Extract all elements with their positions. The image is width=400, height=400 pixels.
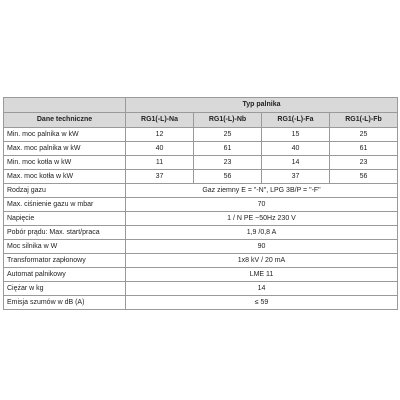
table-cell: 1x8 kV / 20 mA (126, 254, 398, 268)
table-row (4, 142, 398, 156)
table-cell: 40 (262, 142, 330, 156)
table-row (4, 240, 398, 254)
row-label: Pobór prądu: Max. start/praca (4, 226, 126, 240)
table-cell: 25 (330, 128, 398, 142)
row-header-title: Dane techniczne (4, 113, 126, 128)
row-label: Max. ciśnienie gazu w mbar (4, 198, 126, 212)
row-label: Rodzaj gazu (4, 184, 126, 198)
column-header: RG1(-L)-Na (126, 113, 194, 128)
row-label: Ciężar w kg (4, 282, 126, 296)
table-row (4, 156, 398, 170)
table-cell: 61 (330, 142, 398, 156)
table-cell: 14 (126, 282, 398, 296)
row-label: Automat palnikowy (4, 268, 126, 282)
column-header: RG1(-L)-Fb (330, 113, 398, 128)
row-label: Moc silnika w W (4, 240, 126, 254)
table-row (4, 198, 398, 212)
table-cell: 40 (126, 142, 194, 156)
table-cell: 11 (126, 156, 194, 170)
table-cell: 12 (126, 128, 194, 142)
row-label: Max. moc palnika w kW (4, 142, 126, 156)
table-row (4, 226, 398, 240)
table-row (4, 212, 398, 226)
table-cell: Gaz ziemny E = "-N", LPG 3B/P = "-F" (126, 184, 398, 198)
column-header: RG1(-L)-Nb (194, 113, 262, 128)
table-cell: 56 (330, 170, 398, 184)
column-header: RG1(-L)-Fa (262, 113, 330, 128)
table-row (4, 170, 398, 184)
table-row (4, 296, 398, 310)
burner-spec-table (3, 97, 398, 310)
table-cell: 70 (126, 198, 398, 212)
table-cell: LME 11 (126, 268, 398, 282)
table-row (4, 254, 398, 268)
table-cell: 56 (194, 170, 262, 184)
table-row (4, 128, 398, 142)
table-row (4, 268, 398, 282)
row-label: Transformator zapłonowy (4, 254, 126, 268)
column-header-row (4, 113, 398, 128)
corner-blank-cell (4, 98, 126, 113)
group-header: Typ palnika (126, 98, 398, 113)
table-cell: 37 (126, 170, 194, 184)
table-cell: 1 / N PE ~50Hz 230 V (126, 212, 398, 226)
group-header-row (4, 98, 398, 113)
table-cell: 90 (126, 240, 398, 254)
table-row (4, 184, 398, 198)
table-cell: 15 (262, 128, 330, 142)
table-cell: 14 (262, 156, 330, 170)
table-cell: 37 (262, 170, 330, 184)
row-label: Min. moc kotła w kW (4, 156, 126, 170)
row-label: Max. moc kotła w kW (4, 170, 126, 184)
table-row (4, 282, 398, 296)
table-cell: 23 (194, 156, 262, 170)
table-cell: ≤ 59 (126, 296, 398, 310)
row-label: Napięcie (4, 212, 126, 226)
row-label: Emisja szumów w dB (A) (4, 296, 126, 310)
table-cell: 1,9 /0,8 A (126, 226, 398, 240)
table-cell: 61 (194, 142, 262, 156)
row-label: Min. moc palnika w kW (4, 128, 126, 142)
table-cell: 25 (194, 128, 262, 142)
table-cell: 23 (330, 156, 398, 170)
spec-table-container (3, 97, 397, 310)
